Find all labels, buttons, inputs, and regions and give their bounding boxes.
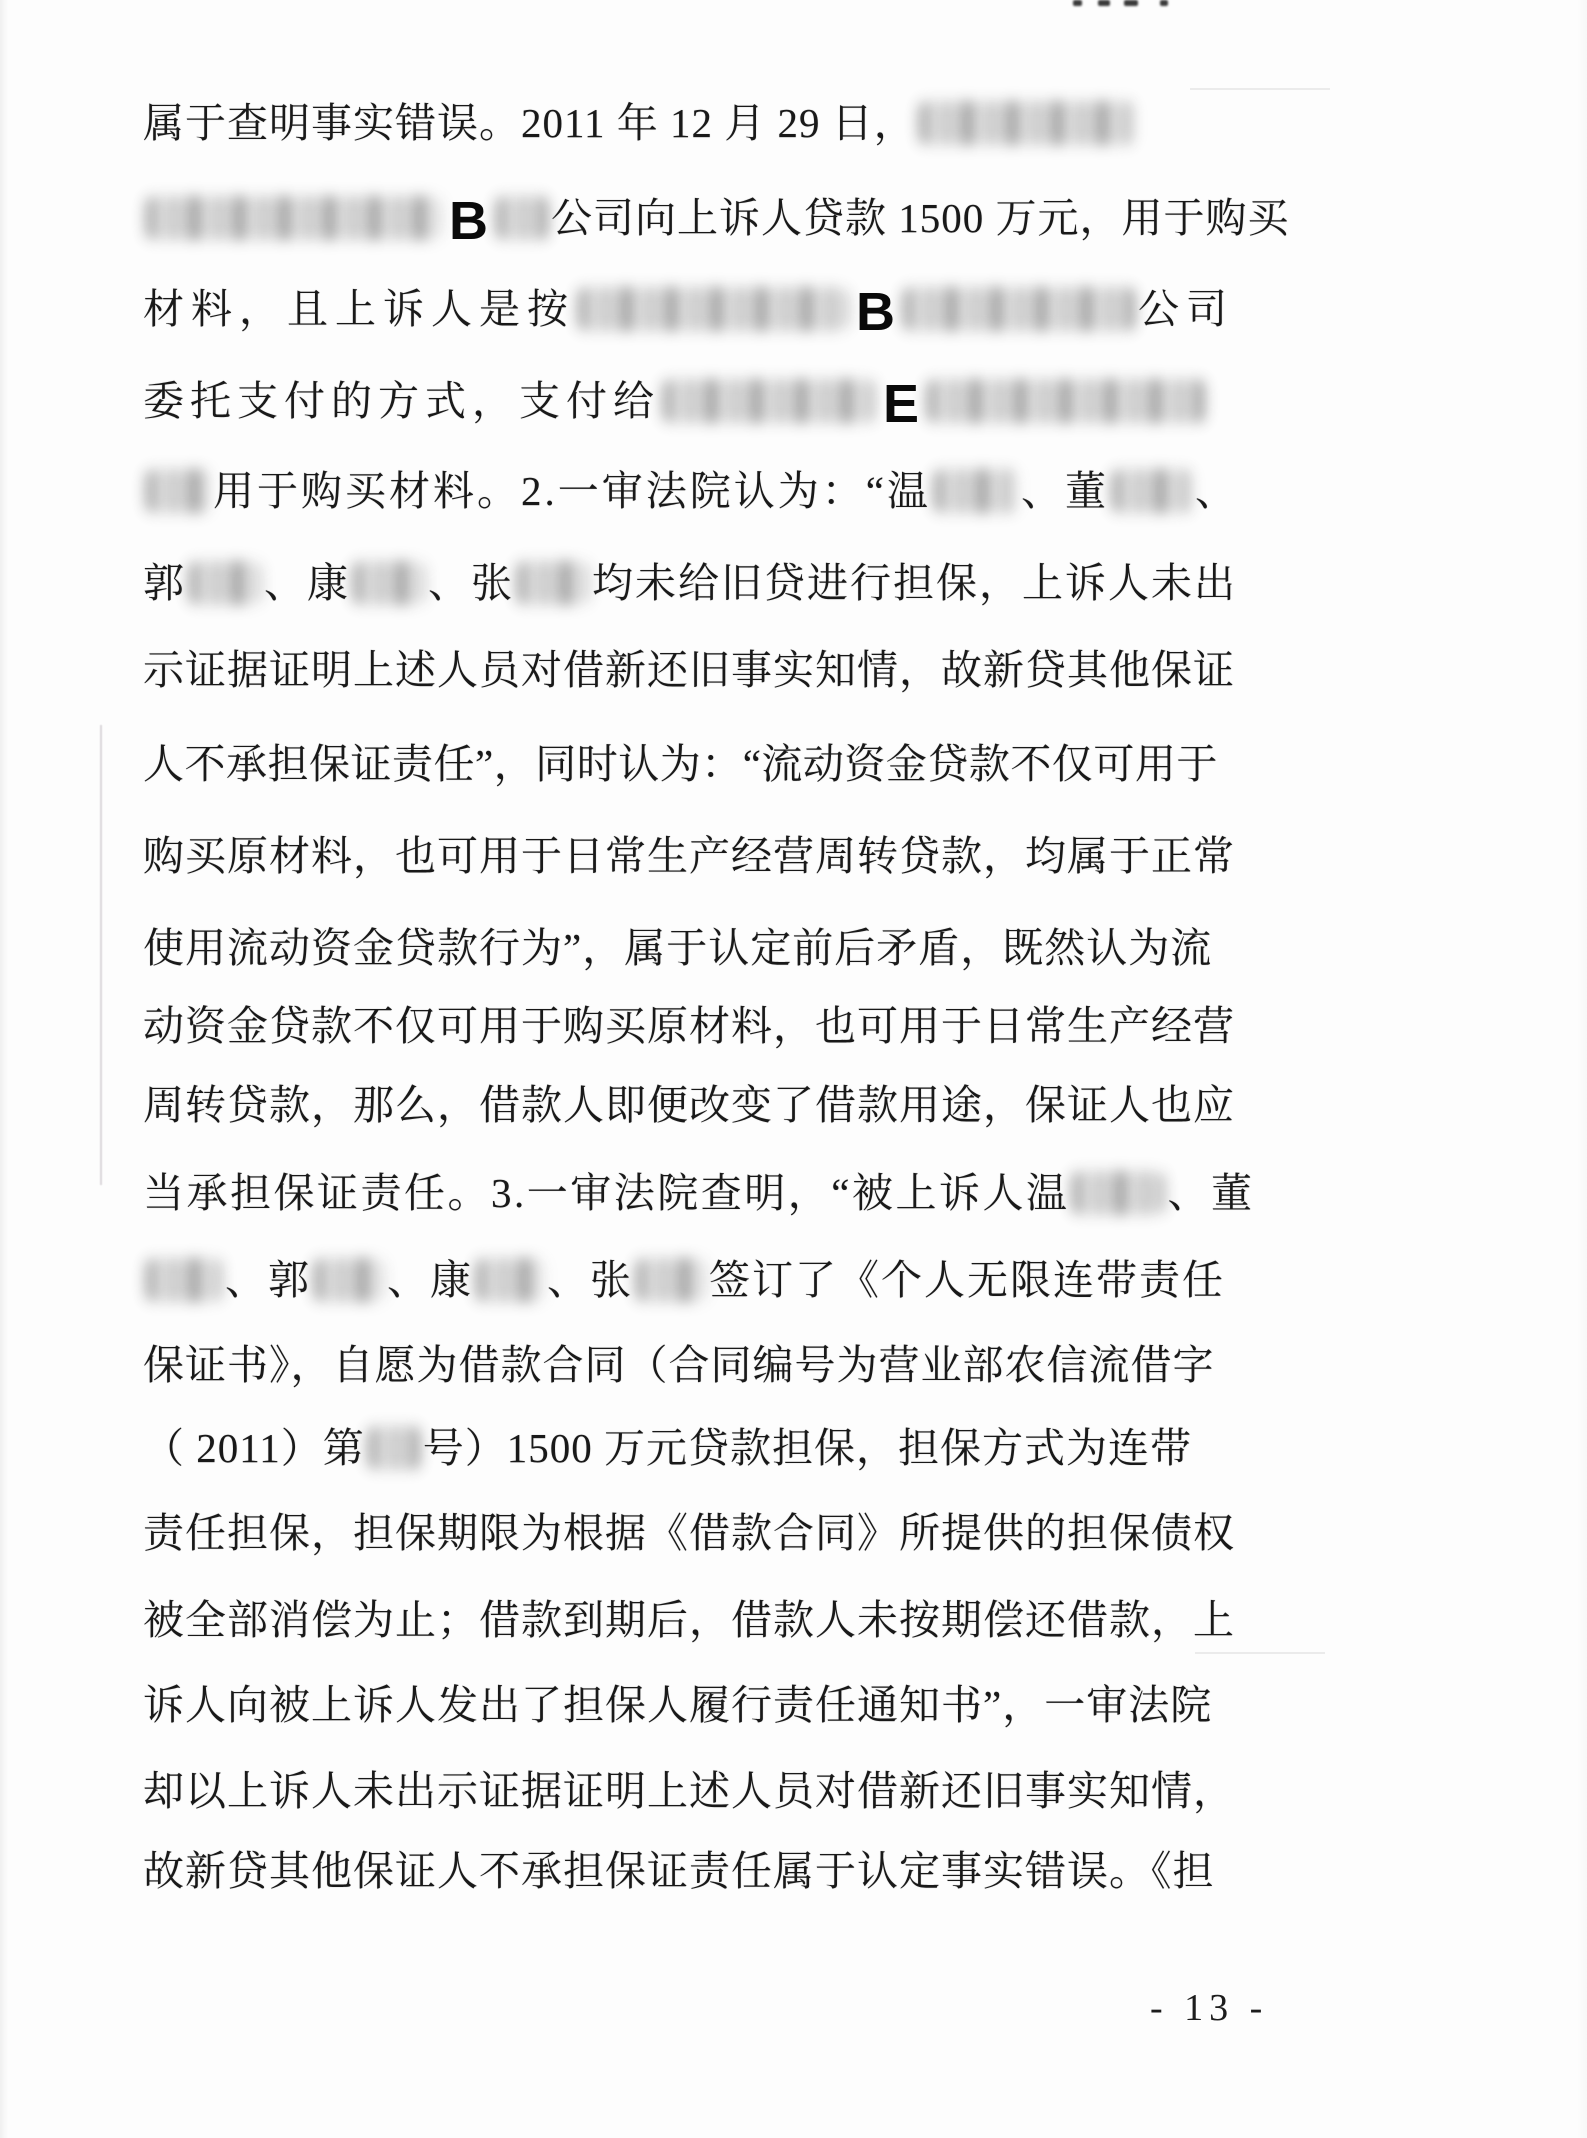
redaction-blur: [919, 101, 1134, 145]
line-text: 示证据证明上述人员对借新还旧事实知情，故新贷其他保证: [143, 647, 1235, 693]
line-text: 、董: [1020, 468, 1109, 514]
redaction-blur: [663, 379, 875, 423]
line-text: 、张: [547, 1257, 633, 1303]
line-text: 、康: [264, 560, 350, 606]
text-line: [143, 626, 1235, 714]
text-line: [143, 982, 1235, 1070]
redaction-blur: [146, 1258, 222, 1302]
text-line: [143, 1061, 1235, 1149]
redaction-blur: [353, 561, 425, 605]
line-text: 、郭: [225, 1257, 311, 1303]
text-line: [143, 1236, 1225, 1324]
line-text: 诉人向被上诉人发出了担保人履行责任通知书”，一审法院: [143, 1682, 1213, 1728]
redaction-blur: [903, 287, 1135, 331]
redaction-blur: [517, 561, 589, 605]
line-text: 购买原材料，也可用于日常生产经营周转贷款，均属于正常: [143, 833, 1235, 879]
scan-artifact-top-mark: [1124, 0, 1138, 6]
line-text: 公司: [1138, 286, 1234, 332]
line-text: 、康: [387, 1257, 473, 1303]
text-line: [143, 447, 1239, 535]
redaction-blur: [1072, 1171, 1164, 1215]
redaction-blur: [927, 379, 1205, 423]
line-text: 、张: [428, 560, 514, 606]
redaction-blur: [314, 1258, 384, 1302]
line-text: 委托支付的方式，支付给: [143, 378, 660, 424]
line-text: 被全部消偿为止；借款到期后，借款人未按期偿还借款，上: [143, 1597, 1235, 1643]
line-text: 故新贷其他保证人不承担保证责任属于认定事实错误。《担: [143, 1848, 1215, 1894]
line-text: 、: [1194, 468, 1239, 514]
line-text: 公司向上诉人贷款 1500 万元，用于购买: [551, 195, 1290, 241]
line-text: 使用流动资金贷款行为”，属于认定前后矛盾，既然认为流: [143, 925, 1213, 971]
text-line: [143, 539, 1237, 627]
redaction-blur: [189, 561, 261, 605]
scan-artifact-top-mark: [1073, 0, 1082, 6]
line-text: （ 2011）第: [143, 1425, 365, 1471]
marker-letter-B: B: [449, 191, 488, 251]
text-line: [143, 720, 1218, 808]
scan-artifact-vertical-line: [100, 725, 102, 1185]
text-line: [143, 79, 1137, 167]
marker-letter-E: E: [883, 374, 920, 434]
redaction-blur: [146, 196, 441, 240]
line-text: 属于查明事实错误。2011 年 12 月 29 日，: [143, 100, 916, 146]
text-line: [143, 265, 1234, 353]
text-line: [143, 1321, 1215, 1409]
line-text: 责任担保，担保期限为根据《借款合同》所提供的担保债权: [143, 1510, 1235, 1556]
redaction-blur: [934, 469, 1018, 513]
line-text: 当承担保证责任。3.一审法院查明，“被上诉人温: [143, 1170, 1070, 1216]
marker-letter-B: B: [856, 282, 895, 342]
scan-artifact-top-mark: [1160, 0, 1168, 6]
text-line: [143, 1404, 1192, 1492]
line-text: 号）1500 万元贷款担保，担保方式为连带: [422, 1425, 1192, 1471]
text-line: [143, 904, 1212, 992]
redaction-blur: [368, 1426, 420, 1470]
line-text: 均未给旧贷进行担保，上诉人未出: [592, 560, 1237, 606]
page-number: - 13 -: [1150, 1987, 1269, 2029]
redaction-blur: [636, 1258, 706, 1302]
text-line: [143, 812, 1235, 900]
text-line: [143, 357, 1208, 445]
text-line: [143, 1489, 1235, 1577]
text-line: [143, 1827, 1215, 1915]
redaction-blur: [146, 469, 210, 513]
redaction-blur: [476, 1258, 544, 1302]
line-text: 签订了《个人无限连带责任: [709, 1257, 1225, 1303]
line-text: 郭: [143, 560, 186, 606]
line-text: 、董: [1167, 1170, 1255, 1216]
text-line: [143, 1747, 1235, 1835]
text-line: [143, 1149, 1254, 1237]
line-text: 周转贷款，那么，借款人即便改变了借款用途，保证人也应: [143, 1082, 1235, 1128]
line-text: 材料，且上诉人是按: [143, 286, 575, 332]
redaction-blur: [496, 196, 548, 240]
text-line: [143, 1576, 1235, 1664]
line-text: 动资金贷款不仅可用于购买原材料，也可用于日常生产经营: [143, 1003, 1235, 1049]
text-line: [143, 174, 1290, 262]
redaction-blur: [578, 287, 848, 331]
line-text: 保证书》，自愿为借款合同（合同编号为营业部农信流借字: [143, 1342, 1215, 1388]
text-line: [143, 1661, 1212, 1749]
scan-artifact-top-mark: [1098, 0, 1110, 6]
scan-artifact-horizontal-line: [1190, 88, 1330, 90]
line-text: 人不承担保证责任”，同时认为：“流动资金贷款不仅可用于: [143, 741, 1218, 787]
redaction-blur: [1112, 469, 1192, 513]
line-text: 却以上诉人未出示证据证明上述人员对借新还旧事实知情，: [143, 1768, 1235, 1814]
line-text: 用于购买材料。2.一审法院认为：“温: [213, 468, 931, 514]
